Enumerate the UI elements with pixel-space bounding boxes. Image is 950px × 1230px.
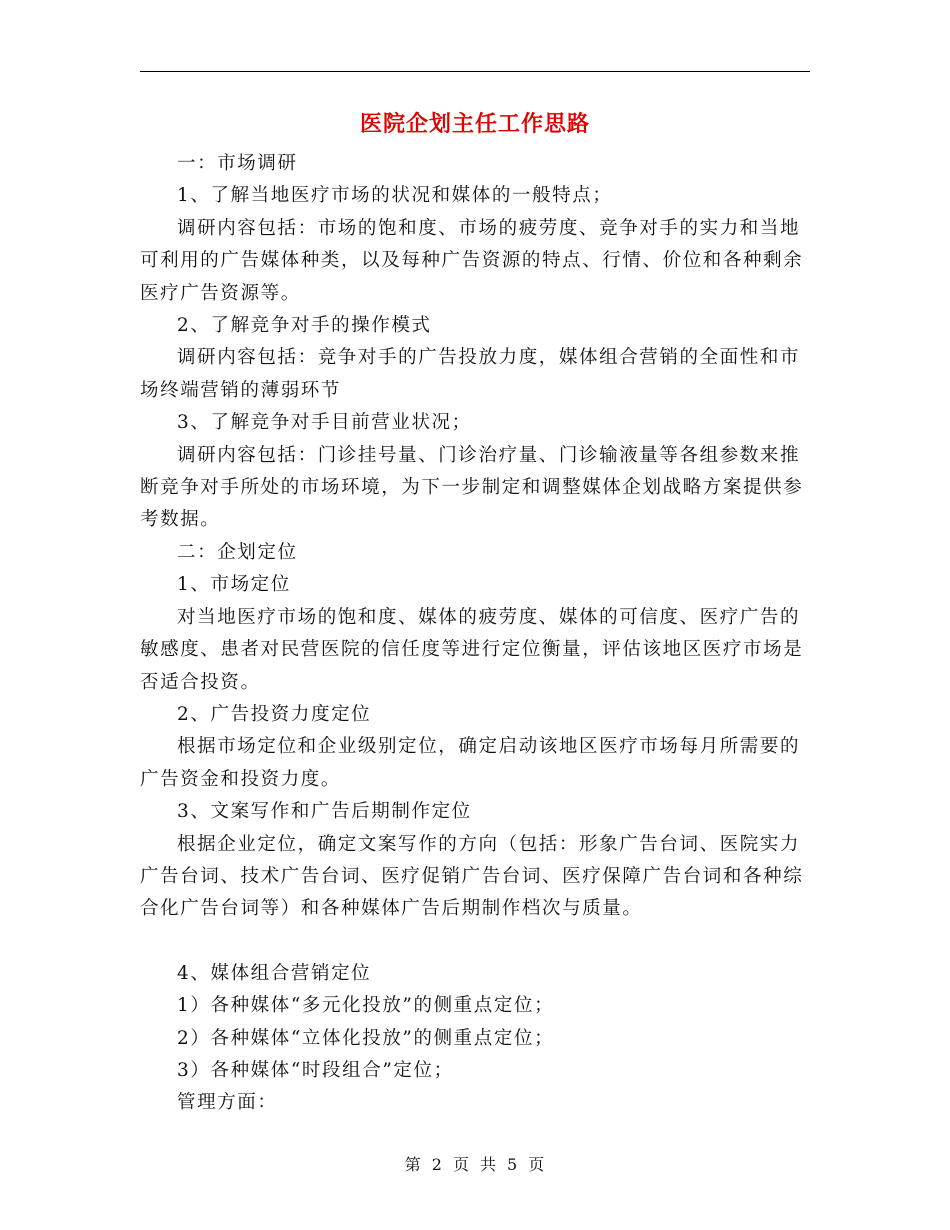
section-heading: 一：市场调研 — [177, 153, 298, 174]
footer-suffix: 页 — [528, 1155, 546, 1174]
document-title: 医院企划主任工作思路 — [359, 111, 590, 137]
subsection-heading: 3、文案写作和广告后期制作定位 — [177, 801, 472, 823]
body-paragraph: 调研内容包括：门诊挂号量、门诊治疗量、门诊输液量等各组参数来推断竞争对手所处的市场环境，为下一步制定和调整媒体企划战略方案提供参考数据。 — [140, 444, 804, 531]
section-heading: 二：企划定位 — [177, 541, 298, 563]
footer-prefix: 第 — [404, 1155, 422, 1174]
body-paragraph: 调研内容包括：竞争对手的广告投放力度，媒体组合营销的全面性和市场终端营销的薄弱环节 — [140, 347, 801, 401]
footer-page-word: 页 — [452, 1155, 470, 1174]
page-number-footer — [140, 1153, 810, 1177]
subsection-heading: 4、媒体组合营销定位 — [177, 962, 372, 984]
body-paragraph: 管理方面： — [177, 1092, 278, 1114]
list-item: 2）各种媒体“立体化投放”的侧重点定位； — [177, 1027, 555, 1049]
footer-total-word: 共 — [480, 1155, 498, 1174]
body-paragraph: 根据企业定位，确定文案写作的方向（包括：形象广告台词、医院实力广告台词、技术广告台词、医疗促销广告台词、医疗保障广告台词和各种综合化广告台词等）和各种媒体广告后期制作档次与质量。 — [140, 833, 804, 920]
list-item: 1）各种媒体“多元化投放”的侧重点定位； — [177, 995, 555, 1017]
total-page-count: 5 — [507, 1155, 519, 1174]
body-paragraph: 对当地医疗市场的饱和度、媒体的疲劳度、媒体的可信度、医疗广告的敏感度、患者对民营医院的信任度等进行定位衡量，评估该地区医疗市场是否适合投资。 — [140, 606, 804, 693]
subsection-heading: 2、广告投资力度定位 — [177, 703, 372, 725]
header-rule — [140, 71, 810, 72]
document-body — [140, 148, 810, 1120]
body-paragraph: 根据市场定位和企业级别定位，确定启动该地区医疗市场每月所需要的广告资金和投资力度。 — [140, 736, 801, 790]
current-page-number: 2 — [431, 1155, 443, 1174]
subsection-heading: 1、市场定位 — [177, 574, 291, 596]
subsection-heading: 1、了解当地医疗市场的状况和媒体的一般特点； — [177, 185, 613, 207]
list-item: 3）各种媒体“时段组合”定位； — [177, 1059, 454, 1081]
body-paragraph: 调研内容包括：市场的饱和度、市场的疲劳度、竞争对手的实力和当地可利用的广告媒体种类，以及每种广告资源的特点、行情、价位和各种剩余医疗广告资源等。 — [140, 217, 804, 304]
subsection-heading: 3、了解竞争对手目前营业状况； — [177, 412, 472, 434]
subsection-heading: 2、了解竞争对手的操作模式 — [177, 315, 432, 337]
